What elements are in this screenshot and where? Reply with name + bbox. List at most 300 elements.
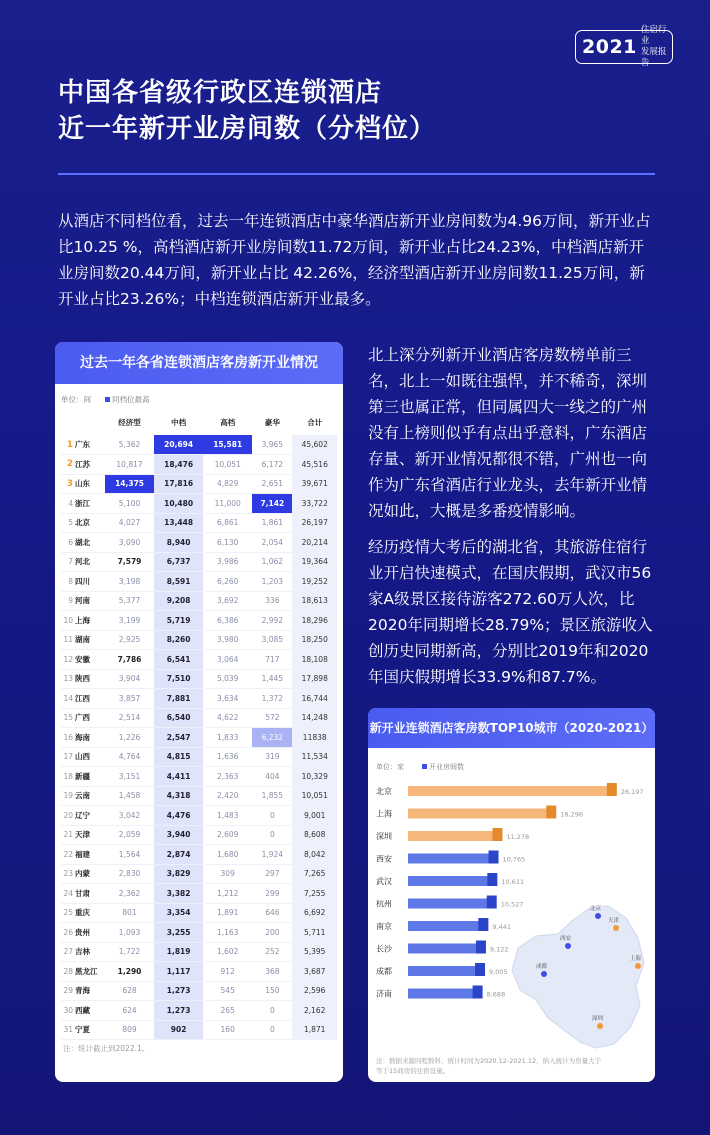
value-cell: 8,042 xyxy=(292,845,337,865)
table-header-row xyxy=(61,409,337,435)
value-cell: 33,722 xyxy=(292,494,337,514)
rank-cell: 26 xyxy=(61,923,75,943)
value-cell: 2,830 xyxy=(105,864,154,884)
value-cell: 1,093 xyxy=(105,923,154,943)
table-row xyxy=(61,884,337,904)
chart-legend: 开业房间数 xyxy=(429,763,464,771)
table-row xyxy=(61,981,337,1001)
bar xyxy=(408,966,477,976)
value-cell: 6,130 xyxy=(203,533,252,553)
col-header-economy: 经济型 xyxy=(118,417,141,427)
bar-category-label: 西安 xyxy=(376,854,392,864)
building-icon xyxy=(489,851,499,864)
bar-category-label: 杭州 xyxy=(376,899,392,909)
value-cell: 19,252 xyxy=(292,572,337,592)
value-cell: 1,602 xyxy=(203,942,252,962)
province-cell: 山西 xyxy=(75,747,105,767)
value-cell: 7,881 xyxy=(154,689,203,709)
value-cell: 628 xyxy=(105,981,154,1001)
map-city-marker xyxy=(565,943,571,949)
province-cell: 河南 xyxy=(75,591,105,611)
value-cell: 200 xyxy=(252,923,292,943)
value-cell: 2,651 xyxy=(252,474,292,494)
value-cell: 8,940 xyxy=(154,533,203,553)
value-cell: 2,162 xyxy=(292,1001,337,1021)
rank-cell: 9 xyxy=(61,591,75,611)
value-cell: 3,090 xyxy=(105,533,154,553)
value-cell: 7,510 xyxy=(154,669,203,689)
value-cell: 3,965 xyxy=(252,435,292,455)
value-cell: 5,377 xyxy=(105,591,154,611)
province-cell: 宁夏 xyxy=(75,1020,105,1040)
value-cell: 646 xyxy=(252,903,292,923)
value-cell: 1,290 xyxy=(105,962,154,982)
value-cell: 2,992 xyxy=(252,611,292,631)
map-city-marker xyxy=(541,971,547,977)
rank-cell: 4 xyxy=(61,494,75,514)
value-cell: 545 xyxy=(203,981,252,1001)
table-row xyxy=(61,474,337,494)
map-city-marker xyxy=(635,963,641,969)
province-cell: 青海 xyxy=(75,981,105,1001)
col-header-luxury: 豪华 xyxy=(264,417,280,427)
value-cell: 3,634 xyxy=(203,689,252,709)
building-icon xyxy=(473,986,483,999)
legend-square-icon xyxy=(105,397,110,402)
value-cell: 5,711 xyxy=(292,923,337,943)
value-cell: 7,142 xyxy=(252,494,292,514)
bar xyxy=(408,944,478,954)
value-cell: 1,861 xyxy=(252,513,292,533)
value-cell: 1,212 xyxy=(203,884,252,904)
badge-year: 2021 xyxy=(582,36,637,58)
value-cell: 1,372 xyxy=(252,689,292,709)
bar xyxy=(408,831,494,841)
value-cell: 160 xyxy=(203,1020,252,1040)
bar-category-label: 武汉 xyxy=(376,877,392,886)
city-bar-chart xyxy=(368,748,655,1082)
value-cell: 26,197 xyxy=(292,513,337,533)
value-cell: 1,722 xyxy=(105,942,154,962)
map-city-label: 成都 xyxy=(536,964,548,970)
table-row xyxy=(61,1001,337,1021)
value-cell: 0 xyxy=(252,1020,292,1040)
value-cell: 6,232 xyxy=(252,728,292,748)
col-header-midscale: 中档 xyxy=(171,417,187,427)
rank-cell: 16 xyxy=(61,728,75,748)
chart-note-line2: 等于15间房的住宿设施。 xyxy=(376,1067,450,1075)
table-unit: 单位：间 xyxy=(61,395,91,404)
table-row xyxy=(61,533,337,553)
province-cell: 北京 xyxy=(75,513,105,533)
value-cell: 1,924 xyxy=(252,845,292,865)
province-cell: 湖北 xyxy=(75,533,105,553)
table-row xyxy=(61,630,337,650)
value-cell: 10,329 xyxy=(292,767,337,787)
province-cell: 福建 xyxy=(75,845,105,865)
map-city-marker xyxy=(613,925,619,931)
value-cell: 4,411 xyxy=(154,767,203,787)
table-row xyxy=(61,572,337,592)
value-cell: 3,199 xyxy=(105,611,154,631)
table-row xyxy=(61,1020,337,1040)
rank-cell: 8 xyxy=(61,572,75,592)
bar-category-label: 深圳 xyxy=(376,832,392,841)
rank-cell: 25 xyxy=(61,903,75,923)
value-cell: 39,671 xyxy=(292,474,337,494)
value-cell: 3,980 xyxy=(203,630,252,650)
bar-value-label: 10,611 xyxy=(501,878,525,886)
value-cell: 1,062 xyxy=(252,552,292,572)
value-cell: 4,829 xyxy=(203,474,252,494)
value-cell: 18,476 xyxy=(154,455,203,475)
table-row xyxy=(61,962,337,982)
value-cell: 404 xyxy=(252,767,292,787)
province-cell: 河北 xyxy=(75,552,105,572)
analysis-paragraph-2: 经历疫情大考后的湖北省，其旅游住宿行业开启快速模式，在国庆假期，武汉市56家A级景区接待游客272.60万人次，比2020年同期增长28.79%；景区旅游收入创历史同期新高，分别比2019年和2020年国庆假期增长33.9%和87.7%。 xyxy=(368,538,653,686)
bar-value-label: 9,005 xyxy=(489,968,508,976)
map-city-label: 天津 xyxy=(608,918,620,924)
value-cell: 6,172 xyxy=(252,455,292,475)
value-cell: 2,362 xyxy=(105,884,154,904)
value-cell: 45,516 xyxy=(292,455,337,475)
rank-cell: 3 xyxy=(61,474,75,494)
value-cell: 0 xyxy=(252,825,292,845)
table-row xyxy=(61,767,337,787)
value-cell: 265 xyxy=(203,1001,252,1021)
bar xyxy=(408,854,491,864)
rank-cell: 22 xyxy=(61,845,75,865)
table-row xyxy=(61,728,337,748)
value-cell: 1,226 xyxy=(105,728,154,748)
province-cell: 天津 xyxy=(75,825,105,845)
rank-cell: 1 xyxy=(61,435,75,455)
value-cell: 3,382 xyxy=(154,884,203,904)
value-cell: 912 xyxy=(203,962,252,982)
table-row xyxy=(61,845,337,865)
value-cell: 2,059 xyxy=(105,825,154,845)
value-cell: 368 xyxy=(252,962,292,982)
table-row xyxy=(61,708,337,728)
value-cell: 7,786 xyxy=(105,650,154,670)
value-cell: 5,719 xyxy=(154,611,203,631)
title-divider xyxy=(58,173,655,175)
value-cell: 150 xyxy=(252,981,292,1001)
value-cell: 1,117 xyxy=(154,962,203,982)
rank-cell: 5 xyxy=(61,513,75,533)
chart-card-title: 新开业连锁酒店客房数TOP10城市（2020-2021） xyxy=(368,708,655,748)
table-legend xyxy=(55,384,343,409)
value-cell: 3,085 xyxy=(252,630,292,650)
analysis-paragraph-1: 北上深分列新开业酒店客房数榜单前三名，北上一如既往强悍，并不稀奇，深圳第三也属正常，但同属四大一线之的广州没有上榜则似乎有点出乎意料，广东酒店存量、新开业情况都很不错，广州也一向作为广东省酒店行业龙头，去年新开业情况如此，大概是多番疫情影响。 xyxy=(368,346,648,520)
value-cell: 1,819 xyxy=(154,942,203,962)
province-cell: 江西 xyxy=(75,689,105,709)
value-cell: 4,764 xyxy=(105,747,154,767)
bar-value-label: 18,296 xyxy=(560,810,584,819)
value-cell: 319 xyxy=(252,747,292,767)
province-cell: 内蒙 xyxy=(75,864,105,884)
value-cell: 2,925 xyxy=(105,630,154,650)
page-title: 中国各省级行政区连锁酒店 近一年新开业房间数（分档位） xyxy=(58,78,437,144)
china-map-shape xyxy=(512,906,644,1048)
map-city-label: 西安 xyxy=(560,936,572,942)
value-cell: 624 xyxy=(105,1001,154,1021)
value-cell: 3,986 xyxy=(203,552,252,572)
table-row xyxy=(61,689,337,709)
bar-value-label: 8,688 xyxy=(486,990,506,999)
value-cell: 297 xyxy=(252,864,292,884)
value-cell: 4,027 xyxy=(105,513,154,533)
province-cell: 湖南 xyxy=(75,630,105,650)
value-cell: 20,694 xyxy=(154,435,203,455)
table-legend-item: 同档位最高 xyxy=(105,394,150,405)
value-cell: 336 xyxy=(252,591,292,611)
value-cell: 6,541 xyxy=(154,650,203,670)
value-cell: 2,420 xyxy=(203,786,252,806)
table-row xyxy=(61,494,337,514)
value-cell: 8,591 xyxy=(154,572,203,592)
value-cell: 10,817 xyxy=(105,455,154,475)
province-table-card xyxy=(55,342,343,1082)
value-cell: 6,861 xyxy=(203,513,252,533)
rank-cell: 10 xyxy=(61,611,75,631)
table-row xyxy=(61,864,337,884)
report-badge xyxy=(575,25,673,68)
building-icon xyxy=(607,783,617,796)
value-cell: 2,363 xyxy=(203,767,252,787)
value-cell: 4,318 xyxy=(154,786,203,806)
value-cell: 10,051 xyxy=(203,455,252,475)
table-row xyxy=(61,923,337,943)
value-cell: 3,064 xyxy=(203,650,252,670)
value-cell: 2,514 xyxy=(105,708,154,728)
value-cell: 19,364 xyxy=(292,552,337,572)
value-cell: 4,622 xyxy=(203,708,252,728)
value-cell: 1,458 xyxy=(105,786,154,806)
value-cell: 3,255 xyxy=(154,923,203,943)
map-city-label: 北京 xyxy=(590,906,602,912)
value-cell: 6,540 xyxy=(154,708,203,728)
city-chart-card xyxy=(368,708,655,1082)
value-cell: 5,362 xyxy=(105,435,154,455)
value-cell: 2,547 xyxy=(154,728,203,748)
value-cell: 801 xyxy=(105,903,154,923)
value-cell: 18,296 xyxy=(292,611,337,631)
province-cell: 安徽 xyxy=(75,650,105,670)
value-cell: 45,602 xyxy=(292,435,337,455)
building-icon xyxy=(475,963,485,976)
rank-cell: 27 xyxy=(61,942,75,962)
value-cell: 8,608 xyxy=(292,825,337,845)
value-cell: 6,260 xyxy=(203,572,252,592)
value-cell: 9,001 xyxy=(292,806,337,826)
value-cell: 1,833 xyxy=(203,728,252,748)
province-cell: 上海 xyxy=(75,611,105,631)
map-city-marker xyxy=(595,913,601,919)
value-cell: 3,042 xyxy=(105,806,154,826)
value-cell: 1,564 xyxy=(105,845,154,865)
value-cell: 1,483 xyxy=(203,806,252,826)
bar xyxy=(408,921,480,931)
rank-cell: 6 xyxy=(61,533,75,553)
province-cell: 广西 xyxy=(75,708,105,728)
value-cell: 4,476 xyxy=(154,806,203,826)
bar-category-label: 北京 xyxy=(376,787,392,796)
bar-value-label: 10,527 xyxy=(500,900,524,909)
intro-paragraph: 从酒店不同档位看，过去一年连锁酒店中豪华酒店新开业房间数为4.96万间，新开业占比10.25 %，高档酒店新开业房间数11.72万间，新开业占比24.23%，中档酒店新开业房间数20.44万间，新开业占比 42.26%，经济型酒店新开业房间数11.25万间，新开业占比23.26%；中档连锁酒店新开业最多。 xyxy=(58,212,651,308)
value-cell: 0 xyxy=(252,806,292,826)
value-cell: 18,613 xyxy=(292,591,337,611)
province-cell: 云南 xyxy=(75,786,105,806)
building-icon xyxy=(476,941,486,954)
chart-unit: 单位：家 xyxy=(376,763,404,771)
rank-cell: 24 xyxy=(61,884,75,904)
value-cell: 717 xyxy=(252,650,292,670)
bar-value-label: 9,441 xyxy=(492,923,511,931)
value-cell: 902 xyxy=(154,1020,203,1040)
table-row xyxy=(61,806,337,826)
value-cell: 299 xyxy=(252,884,292,904)
legend-square-icon xyxy=(422,764,427,769)
building-icon xyxy=(478,918,488,931)
map-city-label: 深圳 xyxy=(592,1016,604,1022)
province-cell: 新疆 xyxy=(75,767,105,787)
value-cell: 1,273 xyxy=(154,981,203,1001)
table-row xyxy=(61,591,337,611)
bar-category-label: 南京 xyxy=(376,922,392,931)
value-cell: 18,108 xyxy=(292,650,337,670)
value-cell: 10,051 xyxy=(292,786,337,806)
value-cell: 2,874 xyxy=(154,845,203,865)
value-cell: 1,163 xyxy=(203,923,252,943)
bar-category-label: 长沙 xyxy=(376,944,392,954)
province-cell: 浙江 xyxy=(75,494,105,514)
value-cell: 1,445 xyxy=(252,669,292,689)
value-cell: 1,203 xyxy=(252,572,292,592)
value-cell: 11,534 xyxy=(292,747,337,767)
value-cell: 1,680 xyxy=(203,845,252,865)
table-row xyxy=(61,903,337,923)
bar xyxy=(408,876,489,886)
value-cell: 252 xyxy=(252,942,292,962)
table-row xyxy=(61,435,337,455)
value-cell: 572 xyxy=(252,708,292,728)
bar xyxy=(408,809,548,819)
rank-cell: 13 xyxy=(61,669,75,689)
rank-cell: 2 xyxy=(61,455,75,475)
province-cell: 辽宁 xyxy=(75,806,105,826)
map-city-label: 上海 xyxy=(630,956,642,962)
table-row xyxy=(61,825,337,845)
table-row xyxy=(61,669,337,689)
value-cell: 15,581 xyxy=(203,435,252,455)
value-cell: 0 xyxy=(252,1001,292,1021)
province-cell: 山东 xyxy=(75,474,105,494)
rank-cell: 20 xyxy=(61,806,75,826)
bar xyxy=(408,989,475,999)
value-cell: 20,214 xyxy=(292,533,337,553)
col-header-upscale: 高档 xyxy=(220,417,236,427)
bar-category-label: 济南 xyxy=(376,989,392,999)
value-cell: 809 xyxy=(105,1020,154,1040)
building-icon xyxy=(487,873,497,886)
province-cell: 黑龙江 xyxy=(75,962,105,982)
value-cell: 3,687 xyxy=(292,962,337,982)
bar-category-label: 上海 xyxy=(376,809,392,819)
table-row xyxy=(61,513,337,533)
bar-value-label: 9,122 xyxy=(489,945,509,954)
province-cell: 江苏 xyxy=(75,455,105,475)
value-cell: 6,692 xyxy=(292,903,337,923)
value-cell: 5,100 xyxy=(105,494,154,514)
rank-cell: 17 xyxy=(61,747,75,767)
building-icon xyxy=(492,828,502,841)
province-cell: 贵州 xyxy=(75,923,105,943)
province-cell: 陕西 xyxy=(75,669,105,689)
value-cell: 3,904 xyxy=(105,669,154,689)
bar-value-label: 26,197 xyxy=(620,788,644,796)
value-cell: 14,375 xyxy=(105,474,154,494)
table-row xyxy=(61,942,337,962)
value-cell: 18,250 xyxy=(292,630,337,650)
rank-cell: 21 xyxy=(61,825,75,845)
province-cell: 西藏 xyxy=(75,1001,105,1021)
value-cell: 7,265 xyxy=(292,864,337,884)
rank-cell: 11 xyxy=(61,630,75,650)
province-table xyxy=(61,409,337,1040)
value-cell: 5,039 xyxy=(203,669,252,689)
table-card-title: 过去一年各省连锁酒店客房新开业情况 xyxy=(55,342,343,384)
bar xyxy=(408,899,489,909)
bar-value-label: 11,278 xyxy=(506,833,530,841)
building-icon xyxy=(487,896,497,909)
value-cell: 10,480 xyxy=(154,494,203,514)
value-cell: 1,855 xyxy=(252,786,292,806)
value-cell: 13,448 xyxy=(154,513,203,533)
table-row xyxy=(61,747,337,767)
province-cell: 重庆 xyxy=(75,903,105,923)
rank-cell: 7 xyxy=(61,552,75,572)
value-cell: 16,744 xyxy=(292,689,337,709)
rank-cell: 19 xyxy=(61,786,75,806)
value-cell: 3,857 xyxy=(105,689,154,709)
value-cell: 3,151 xyxy=(105,767,154,787)
value-cell: 3,692 xyxy=(203,591,252,611)
value-cell: 3,354 xyxy=(154,903,203,923)
rank-cell: 30 xyxy=(61,1001,75,1021)
value-cell: 8,260 xyxy=(154,630,203,650)
map-city-marker xyxy=(597,1023,603,1029)
value-cell: 7,579 xyxy=(105,552,154,572)
rank-cell: 15 xyxy=(61,708,75,728)
value-cell: 4,815 xyxy=(154,747,203,767)
province-cell: 四川 xyxy=(75,572,105,592)
value-cell: 2,609 xyxy=(203,825,252,845)
bar-value-label: 10,765 xyxy=(502,855,526,864)
table-row xyxy=(61,650,337,670)
rank-cell: 28 xyxy=(61,962,75,982)
table-row xyxy=(61,611,337,631)
value-cell: 1,891 xyxy=(203,903,252,923)
table-row xyxy=(61,786,337,806)
bar xyxy=(408,786,609,796)
rank-cell: 18 xyxy=(61,767,75,787)
value-cell: 17,816 xyxy=(154,474,203,494)
province-cell: 甘肃 xyxy=(75,884,105,904)
value-cell: 17,898 xyxy=(292,669,337,689)
value-cell: 14,248 xyxy=(292,708,337,728)
value-cell: 7,255 xyxy=(292,884,337,904)
